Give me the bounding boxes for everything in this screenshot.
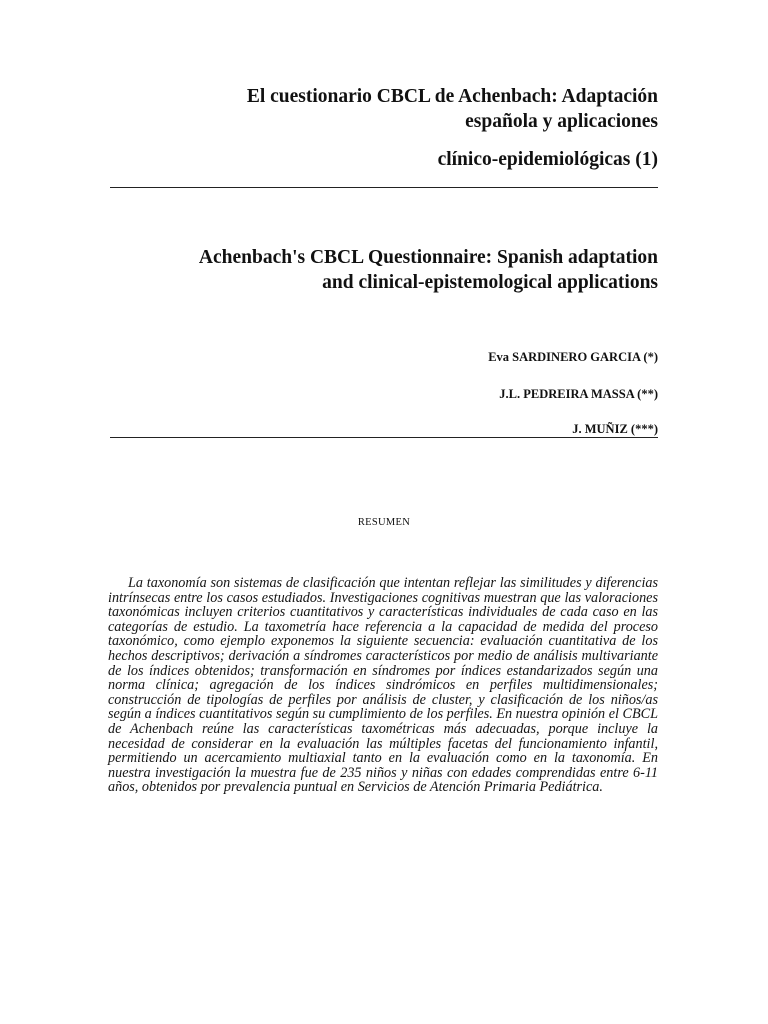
authors-divider	[110, 437, 658, 438]
english-title-line-1: Achenbach's CBCL Questionnaire: Spanish adaptation	[198, 247, 658, 268]
author-3: J. MUÑIZ (***)	[572, 422, 658, 436]
spanish-title-line-3: clínico-epidemiológicas (1)	[437, 149, 658, 170]
spanish-title-line-1: El cuestionario CBCL de Achenbach: Adaptación	[246, 86, 658, 107]
abstract-heading: RESUMEN	[357, 517, 411, 528]
spanish-title	[110, 84, 658, 134]
author-2: J.L. PEDREIRA MASSA (**)	[499, 387, 658, 401]
author-1: Eva SARDINERO GARCIA (*)	[488, 350, 658, 364]
spanish-title-line-2: española y aplicaciones	[465, 111, 658, 132]
english-title	[110, 245, 658, 295]
title-divider	[110, 187, 658, 188]
english-title-line-2: and clinical-epistemological applications	[322, 272, 658, 293]
abstract-text: La taxonomía son sistemas de clasificación que intentan reflejar las similitudes y diferencias intrínsecas entre los casos estudiados. Investigaciones cognitivas muestran que las valoraciones taxonómicas incluyen criterios cuantitativos y características individuales de cada caso en las categorías de estudio. La taxometría hace referencia a la capacidad de medida del proceso taxonómico, como ejemplo exponemos la siguiente secuencia: evaluación cuantitativa de los hechos descriptivos; derivación a síndromes característicos por medio de análisis multivariante de los índices obtenidos; transformación en síndromes por índices estandarizados según una norma clínica; agregación de los índices sindrómicos en perfiles multidimensionales; construcción de tipologías de perfiles por análisis de cluster, y clasificación de los niños/as según a índices cuantitativos según su cumplimiento de los perfiles. En nuestra opinión el CBCL de Achenbach reúne las características taxométricas más adecuadas, porque incluye la necesidad de considerar en la evaluación las múltiples facetas del funcionamiento infantil, permitiendo un acercamiento multiaxial tanto en la evaluación como en la taxonomía. En nuestra investigación la muestra fue de 235 niños y niñas con edades comprendidas entre 6-11 años, obtenidos por prevalencia puntual en Servicios de Atención Primaria Pediátrica.	[108, 575, 658, 796]
